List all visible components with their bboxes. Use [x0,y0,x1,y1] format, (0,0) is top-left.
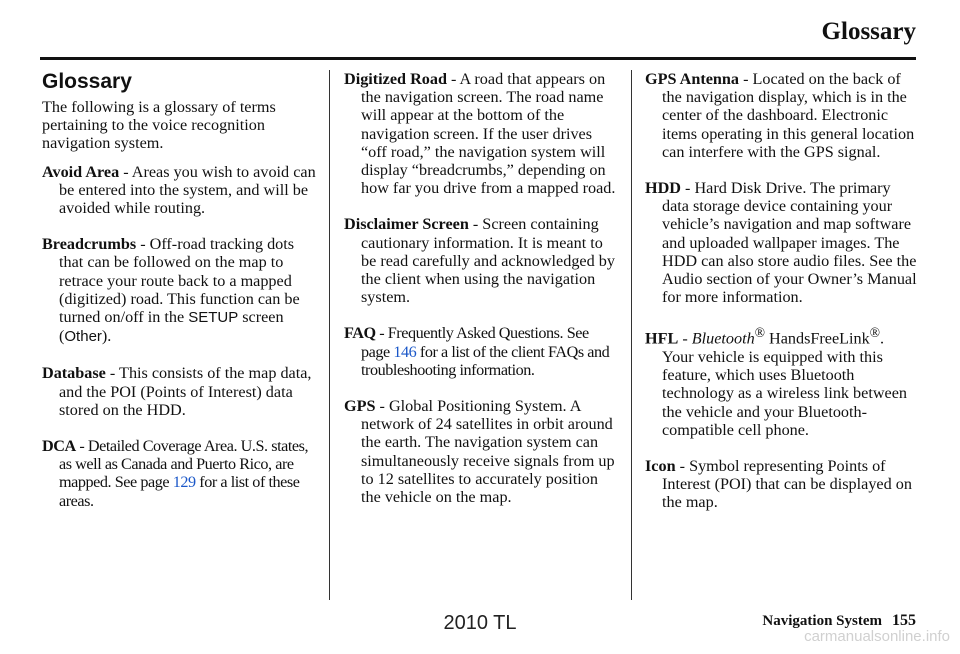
page-link-146[interactable]: 146 [393,342,417,361]
page-link-129[interactable]: 129 [172,473,196,492]
glossary-entry-digitized-road [344,70,620,197]
glossary-term: Icon [645,457,676,476]
intro-text: The following is a glossary of terms pertaining to the voice recognition navigation system. [42,98,276,153]
glossary-entry-gps-antenna [645,70,917,161]
glossary-definition-end: for a list of the client FAQs and troubleshooting information. [361,342,610,379]
glossary-definition: . Your vehicle is equipped with this feature, which uses Bluetooth technology as a wireless link between the vehicle and your Bluetooth-compatible cell phone. [662,329,907,439]
glossary-entry-disclaimer-screen [344,215,620,306]
column-divider [329,70,330,600]
glossary-term: Disclaimer Screen [344,215,469,234]
header-rule [40,57,916,60]
glossary-term: GPS Antenna [645,70,740,88]
glossary-entry-gps [344,397,620,506]
glossary-term: GPS [344,397,376,416]
glossary-entry-faq [344,324,620,379]
glossary-definition: - Off-road tracking dots that can be followed on the map to retrace your route back to a mapped (digitized) road. This function can be turned on/off in the [59,235,300,327]
glossary-entry-avoid-area [42,163,320,218]
glossary-definition: - Areas you wish to avoid can be entered into the system, and will be avoided while routing. [59,162,316,218]
bluetooth-brand: Bluetooth [691,329,755,348]
glossary-entry-dca [42,437,320,510]
column-divider [631,70,632,600]
glossary-entry-hfl [645,324,917,439]
handsfreelink-name: HandsFreeLink [764,329,870,348]
glossary-definition-end: ). [101,327,112,346]
glossary-column-3 [645,70,917,530]
glossary-definition: - Screen containing cautionary information. It is meant to be read carefully and acknowledged by the client when using the navigation system. [361,215,615,307]
glossary-definition-end: for a list of these areas. [59,473,300,510]
glossary-definition: - A road that appears on the navigation screen. The road name will appear at the bottom of the navigation screen. If the user drives “off road,” the navigation system will display “breadcrumbs,” depending on how far you drive from a mapped road. [361,70,616,198]
section-heading: Glossary [42,70,132,93]
glossary-definition: - Detailed Coverage Area. U.S. states, as well as Canada and Puerto Rico, are mapped. See page [59,437,309,492]
registered-mark: ® [869,325,880,341]
glossary-term: DCA [42,437,76,456]
glossary-term: FAQ [344,324,376,343]
glossary-entry-icon [645,457,917,512]
glossary-definition-cont: screen ( [59,308,284,346]
site-watermark: carmanualsonline.info [804,628,950,645]
glossary-definition: - Global Positioning System. A network of 24 satellites in orbit around the earth. The navigation system can simultaneously receive signals from up to 12 satellites to accurately position the vehicle on the map. [361,397,615,507]
model-watermark: 2010 TL [443,612,517,634]
glossary-term: Database [42,364,106,383]
glossary-term: Avoid Area [42,162,120,181]
glossary-definition: - Frequently Asked Questions. See page [361,324,589,361]
glossary-column-1 [42,70,320,528]
page-number: 155 [892,612,916,629]
glossary-entry-hdd [645,179,917,306]
glossary-definition: - Located on the back of the navigation display, which is in the center of the dashboard. Electronic items operating in this general location can interfere with the GPS signal. [662,70,915,161]
registered-mark: ® [754,325,765,341]
other-label: Other [64,328,102,346]
glossary-definition: - Symbol representing Points of Interest (POI) that can be displayed on the map. [662,457,912,512]
glossary-term: HDD [645,179,681,198]
glossary-term: Breadcrumbs [42,235,137,254]
glossary-definition: - Hard Disk Drive. The primary data storage device containing your vehicle’s navigation and map software and uploaded wallpaper images. The HDD can also store audio files. See the Audio section of your Owner’s Manual for more information. [662,179,917,307]
glossary-dash: - [678,329,692,348]
glossary-definition: - This consists of the map data, and the POI (Points of Interest) data stored on the HDD. [59,364,312,419]
setup-label: SETUP [188,309,239,327]
footer-section-name: Navigation System [762,613,882,629]
glossary-term: Digitized Road [344,70,447,88]
glossary-term: HFL [645,329,679,348]
glossary-entry-breadcrumbs [42,235,320,346]
glossary-column-2 [344,70,620,524]
page-header-title: Glossary [821,18,916,45]
glossary-entry-database [42,364,320,419]
